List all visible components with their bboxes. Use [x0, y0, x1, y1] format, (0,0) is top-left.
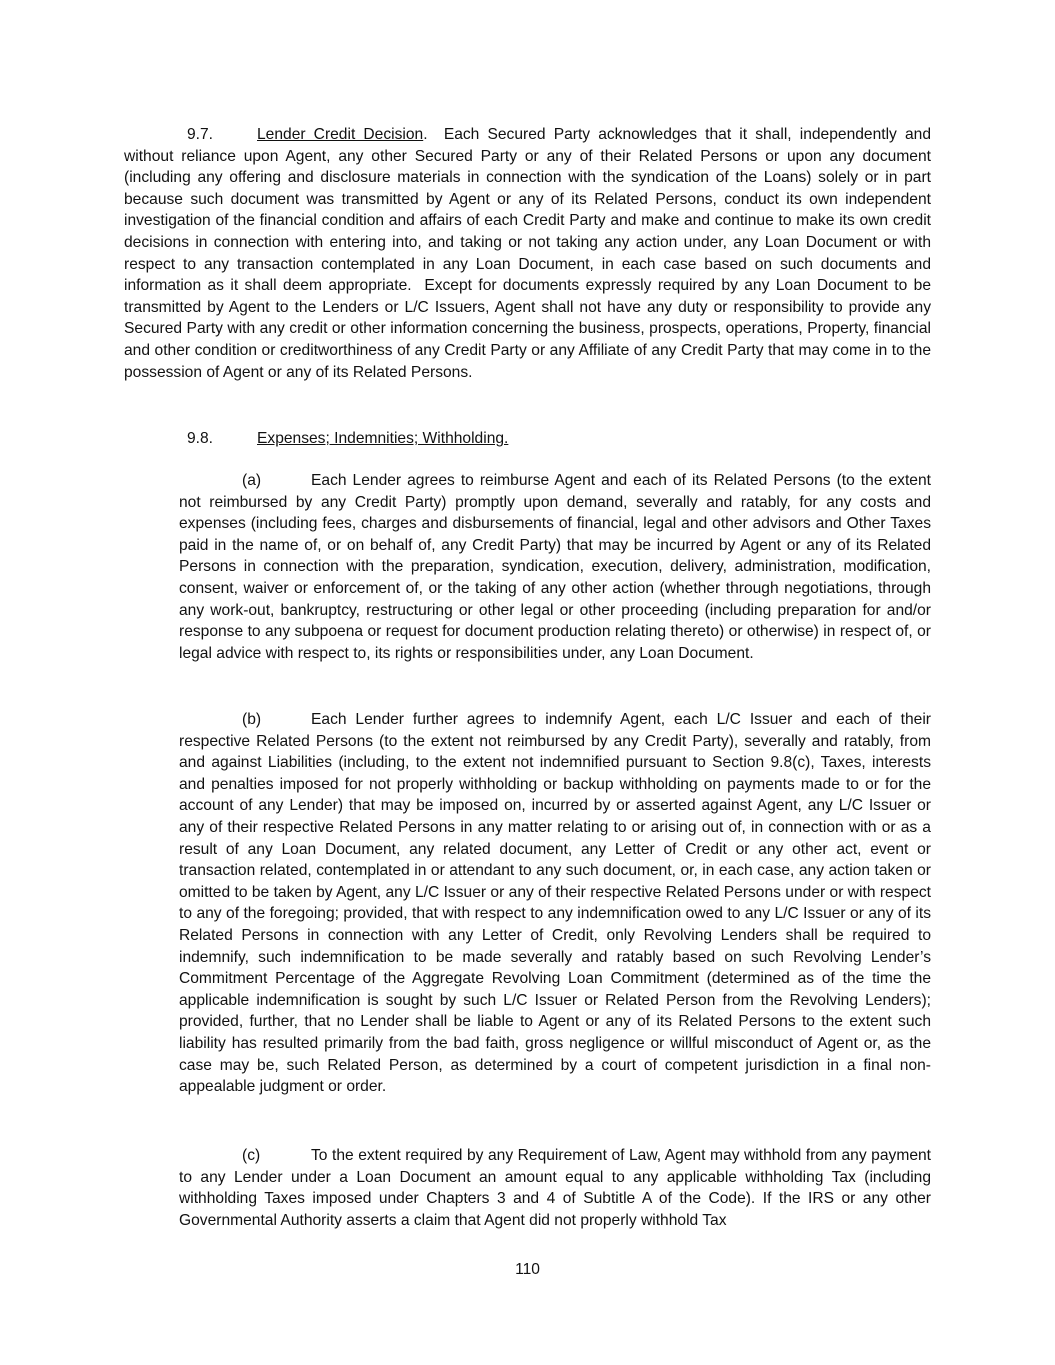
paragraph-b-body: Each Lender further agrees to indemnify Agent, each L/C Issuer and each of their respective Related Persons (to the extent not reimbursed by any Credit Party), severally and ratably, from and against Liabilities (including, to the extent not indemnified pursuant to Section 9.8(c), Taxes, interests and penalties imposed for not properly withholding or backup withholding on payments made to or for the account of any Lender) that may be imposed on, incurred by or asserted against Agent, any L/C Issuer or any of their respective Related Persons in any matter relating to or arising out of, in connection with or as a result of any Loan Document, any related document, any Letter of Credit or any other act, event or transaction related, contemplated in or attendant to any such document, or, in each case, any action taken or omitted to be taken by Agent, any L/C Issuer or any of their respective Related Persons under or with respect to any of the foregoing; provided, that with respect to any indemnification owed to any L/C Issuer or any of its Related Persons in connection with any Letter of Credit, only Revolving Lenders shall be required to indemnify, such indemnification to be made severally and ratably based on such Revolving Lender’s Commitment Percentage of the Aggregate Revolving Loan Commitment (determined as of the time the applicable indemnification is sought by such L/C Issuer or Related Person from the Revolving Lenders); provided, further, that no Lender shall be liable to Agent or any of its Related Persons to the extent such liability has resulted primarily from the bad faith, gross negligence or willful misconduct of Agent or, as the case may be, such Related Person, as determined by a court of competent jurisdiction in a final non-appealable judgment or order.: [179, 711, 931, 1096]
paragraph-c-label: (c): [242, 1147, 261, 1164]
paragraph-c: [179, 1145, 931, 1231]
section-9-7-body: Each Secured Party acknowledges that it shall, independently and without reliance upon Agent, any other Secured Party or any of their Related Persons or upon any document (including any offering and disclosure materials in connection with the syndication of the Loans) solely or in part because such document was transmitted by Agent or any of its Related Persons, conduct its own independent investigation of the financial condition and affairs of each Credit Party and make and continue to make its own credit decisions in connection with entering into, and taking or not taking any action under, any Loan Document or with respect to any transaction contemplated in any Loan Document, in each case based on such documents and information as it shall deem appropriate. Except for documents expressly required by any Loan Document to be transmitted by Agent to the Lenders or L/C Issuers, Agent shall not have any duty or responsibility to provide any Secured Party with any credit or other information concerning the business, prospects, operations, Property, financial and other condition or creditworthiness of any Credit Party or any Affiliate of any Credit Party that may come in to the possession of Agent or any of its Related Persons.: [124, 126, 936, 381]
section-9-7-number: 9.7.: [187, 126, 214, 143]
paragraph-b: [179, 709, 931, 1098]
section-9-8-heading: Expenses; Indemnities; Withholding.: [257, 430, 509, 447]
paragraph-a: [179, 470, 931, 664]
section-9-7-paragraph: [124, 124, 936, 383]
paragraph-b-label: (b): [242, 711, 262, 728]
section-9-7-heading: Lender Credit Decision: [257, 126, 424, 143]
paragraph-a-body: Each Lender agrees to reimburse Agent and each of its Related Persons (to the extent not reimbursed by any Credit Party) promptly upon demand, severally and ratably, for any costs and expenses (including fees, charges and disbursements of financial, legal and other advisors and Other Taxes paid in the name of, or on behalf of, any Credit Party) that may be incurred by Agent or any of its Related Persons in connection with the preparation, syndication, execution, delivery, administration, modification, consent, waiver or enforcement of, or the taking of any other action (whether through negotiations, through any work-out, bankruptcy, restructuring or other legal or other proceeding (including preparation for and/or response to any subpoena or request for document production relating thereto) or otherwise) in respect of, or legal advice with respect to, its rights or responsibilities under, any Loan Document.: [179, 472, 931, 662]
section-9-8-number: 9.8.: [187, 430, 214, 447]
section-9-8-heading-line: [187, 428, 508, 450]
paragraph-a-label: (a): [242, 472, 262, 489]
section-9-7-heading-period: .: [423, 126, 428, 143]
paragraph-c-body: To the extent required by any Requirement of Law, Agent may withhold from any payment to any Lender under a Loan Document an amount equal to any applicable withholding Tax (including withholding Taxes imposed under Chapters 3 and 4 of Subtitle A of the Code). If the IRS or any other Governmental Authority asserts a claim that Agent did not properly withhold Tax: [179, 1147, 931, 1229]
page-number: 110: [515, 1261, 540, 1278]
